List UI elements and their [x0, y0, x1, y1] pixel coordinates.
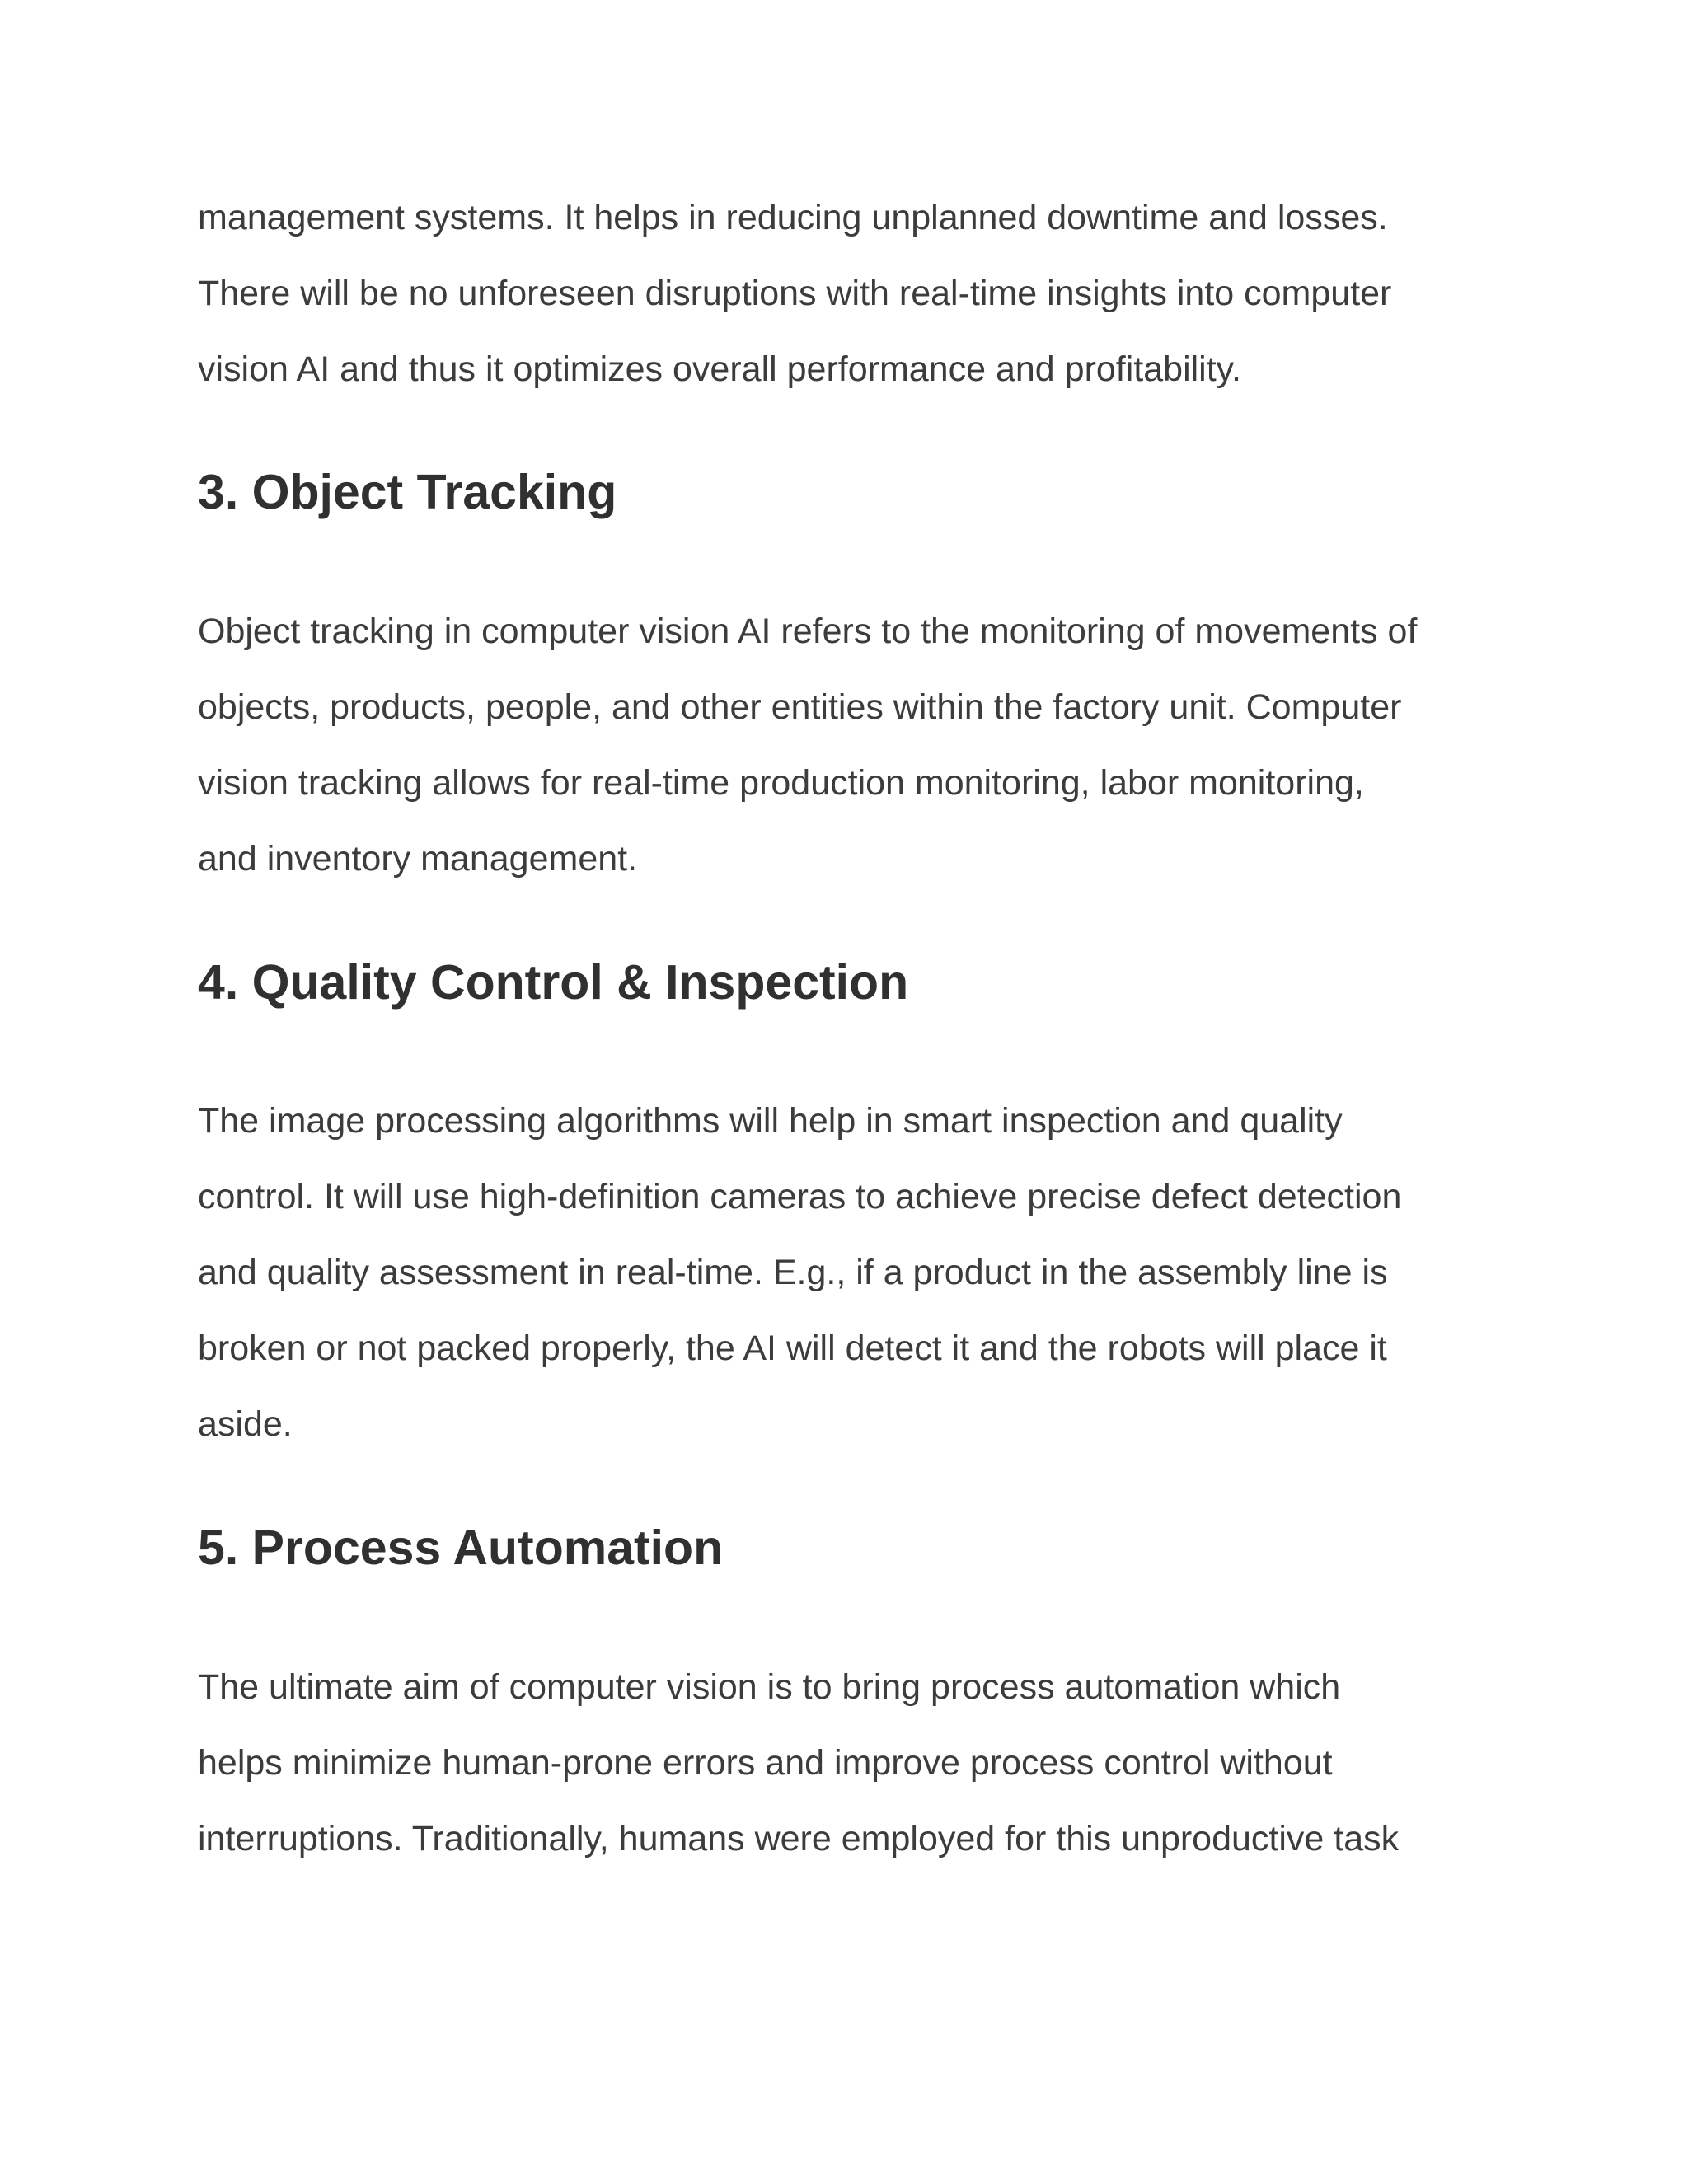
paragraph-line: There will be no unforeseen disruptions with real-time insights into computer [198, 274, 1392, 313]
paragraph-line: vision tracking allows for real-time production monitoring, labor monitoring, [198, 763, 1364, 803]
paragraph-line: aside. [198, 1404, 293, 1444]
paragraph-line: Object tracking in computer vision AI refers to the monitoring of movements of [198, 612, 1418, 651]
paragraph-line: The image processing algorithms will help in smart inspection and quality [198, 1101, 1343, 1141]
section-heading-object-tracking: 3. Object Tracking [198, 465, 617, 519]
paragraph-line: vision AI and thus it optimizes overall performance and profitability. [198, 349, 1241, 389]
paragraph-line: and inventory management. [198, 839, 638, 879]
section-heading-process-automation: 5. Process Automation [198, 1521, 724, 1575]
paragraph-line: control. It will use high-definition cameras to achieve precise defect detection [198, 1177, 1402, 1216]
paragraph-line: management systems. It helps in reducing unplanned downtime and losses. [198, 198, 1388, 237]
paragraph-line: and quality assessment in real-time. E.g., if a product in the assembly line is [198, 1253, 1388, 1292]
section-heading-quality-control: 4. Quality Control & Inspection [198, 955, 909, 1010]
paragraph-line: helps minimize human-prone errors and improve process control without [198, 1743, 1333, 1783]
paragraph-line: broken or not packed properly, the AI will detect it and the robots will place it [198, 1329, 1387, 1368]
paragraph-line: interruptions. Traditionally, humans were employed for this unproductive task [198, 1819, 1400, 1858]
paragraph-line: objects, products, people, and other entities within the factory unit. Computer [198, 687, 1402, 727]
paragraph-line: The ultimate aim of computer vision is to bring process automation which [198, 1667, 1341, 1707]
